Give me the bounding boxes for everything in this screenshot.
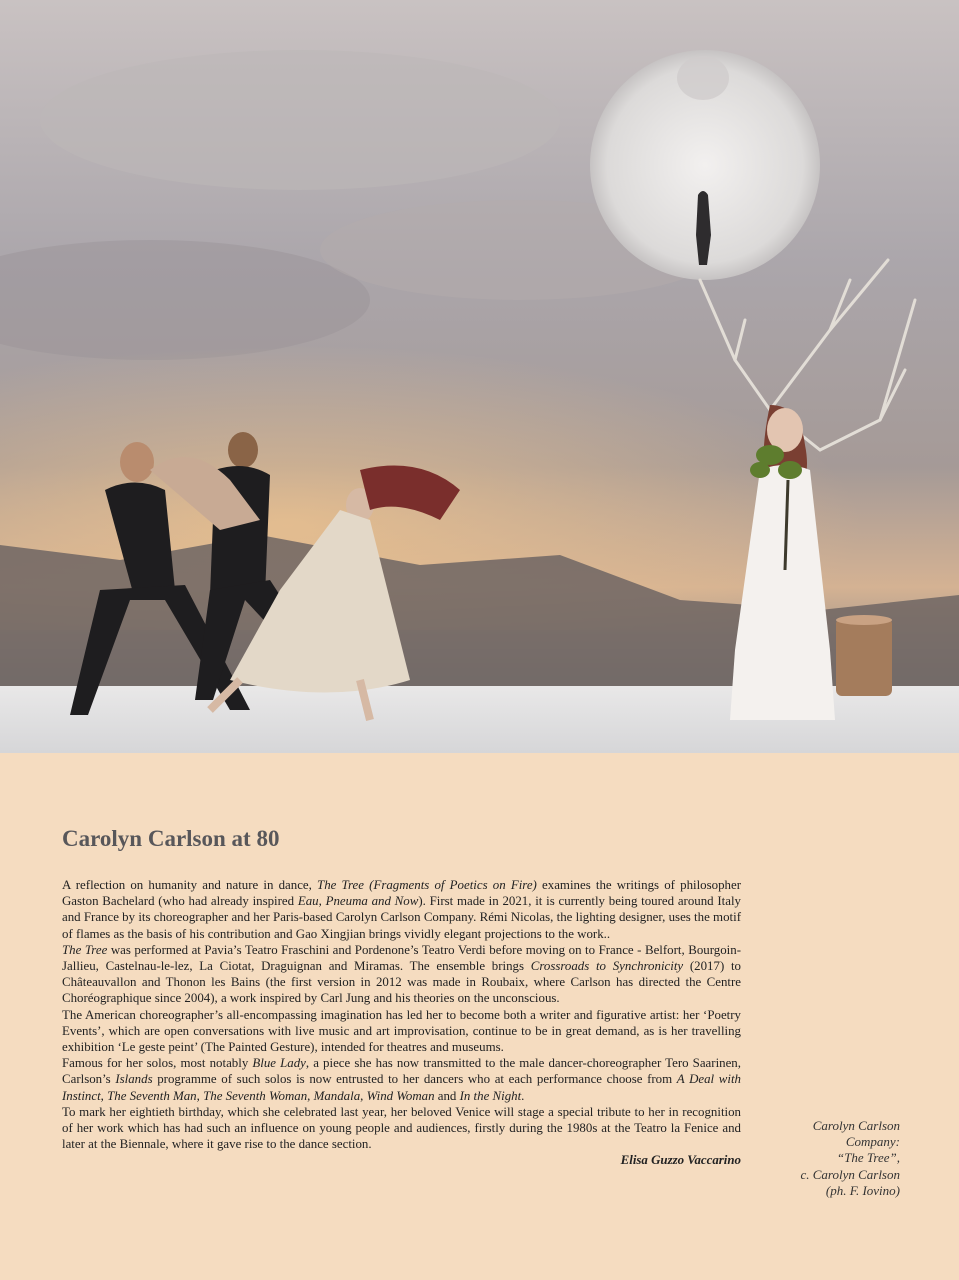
article-title: Carolyn Carlson at 80 bbox=[62, 826, 280, 851]
caption-line: Carolyn Carlson bbox=[812, 1118, 900, 1133]
italic-title: Islands bbox=[115, 1072, 153, 1087]
italic-title: The Seventh Woman bbox=[203, 1088, 308, 1103]
photo-caption bbox=[772, 1118, 900, 1199]
italic-title: Crossroads to Synchronicity bbox=[530, 959, 684, 974]
italic-title: Wind Woman bbox=[366, 1088, 435, 1103]
caption-line: “The Tree”, bbox=[836, 1150, 900, 1166]
caption-line: Company: bbox=[845, 1134, 900, 1150]
article-author: Elisa Guzzo Vaccarino bbox=[620, 1153, 741, 1168]
paragraph: To mark her eightieth birthday, which she celebrated last year, her beloved Venice will stage a special tribute to her in recognition of her work which has had such an influence on young people and audiences, firstly during the 1980s at the Teatro la Fenice and later at the Biennale, where it gave rise to the dance section. bbox=[62, 1104, 741, 1152]
paragraph: The Tree was performed at Pavia’s Teatro Fraschini and Pordenone’s Teatro Verdi before moving on to France - Belfort, Bourgoin-Jallieu, Castelnau-le-lez, La Ciotat, Draguignan and Miramas. The ensemble brings Crossroads to Synchronicity (2017) to Châteauvallon and Thonon les Bains (the first version in 2012 was made in Roubaix, where Carlson has directed the Centre Choréographique since 2004), a work inspired by Carl Jung and his theories on the unconscious. bbox=[62, 942, 742, 1006]
paragraph: A reflection on humanity and nature in dance, The Tree (Fragments of Poetics on Fire) examines the writings of philosopher Gaston Bachelard (who had already inspired Eau, Pneuma and Now). First made in 2021, it is currently being toured around Italy and France by its choreographer and her Paris-based Carolyn Carlson Company. Rémi Nicolas, the lighting designer, uses the motif of flames as the basis of his contribution and Gao Xingjian brings vividly elegant projections to the work.. bbox=[62, 878, 741, 941]
italic-title: The Tree bbox=[62, 942, 108, 957]
italic-title: The Seventh Man bbox=[107, 1088, 197, 1103]
italic-title: A Deal with Instinct bbox=[62, 1072, 741, 1103]
caption-line: c. Carolyn Carlson bbox=[800, 1166, 900, 1182]
caption-line: (ph. F. Iovino) bbox=[825, 1182, 900, 1198]
italic-title: The Tree (Fragments of Poetics on Fire) bbox=[317, 878, 537, 892]
italic-title: Blue Lady bbox=[252, 1056, 306, 1071]
italic-title: In the Night bbox=[459, 1088, 522, 1103]
paragraph: Famous for her solos, most notably Blue Lady, a piece she has now transmitted to the male dancer-choreographer Tero Saarinen, Carlson’s Islands programme of such solos is now entrusted to her dancers who at each performance choose from A Deal with Instinct, The Seventh Man, The Seventh Woman, Mandala, Wind Woman and In the Night. bbox=[62, 1056, 741, 1103]
article-body bbox=[62, 877, 741, 1169]
italic-title: Mandala bbox=[313, 1088, 361, 1103]
paragraph: The American choreographer’s all-encompassing imagination has led her to become both a writer and figurative artist: her ‘Poetry Events’, which are open conversations with live music and art improvisation, continue to be in great demand, as is her travelling exhibition ‘Le geste peint’ (The Painted Gesture), intended for theatres and museums. bbox=[62, 1007, 741, 1055]
italic-title: Eau, Pneuma and Now bbox=[297, 894, 419, 909]
